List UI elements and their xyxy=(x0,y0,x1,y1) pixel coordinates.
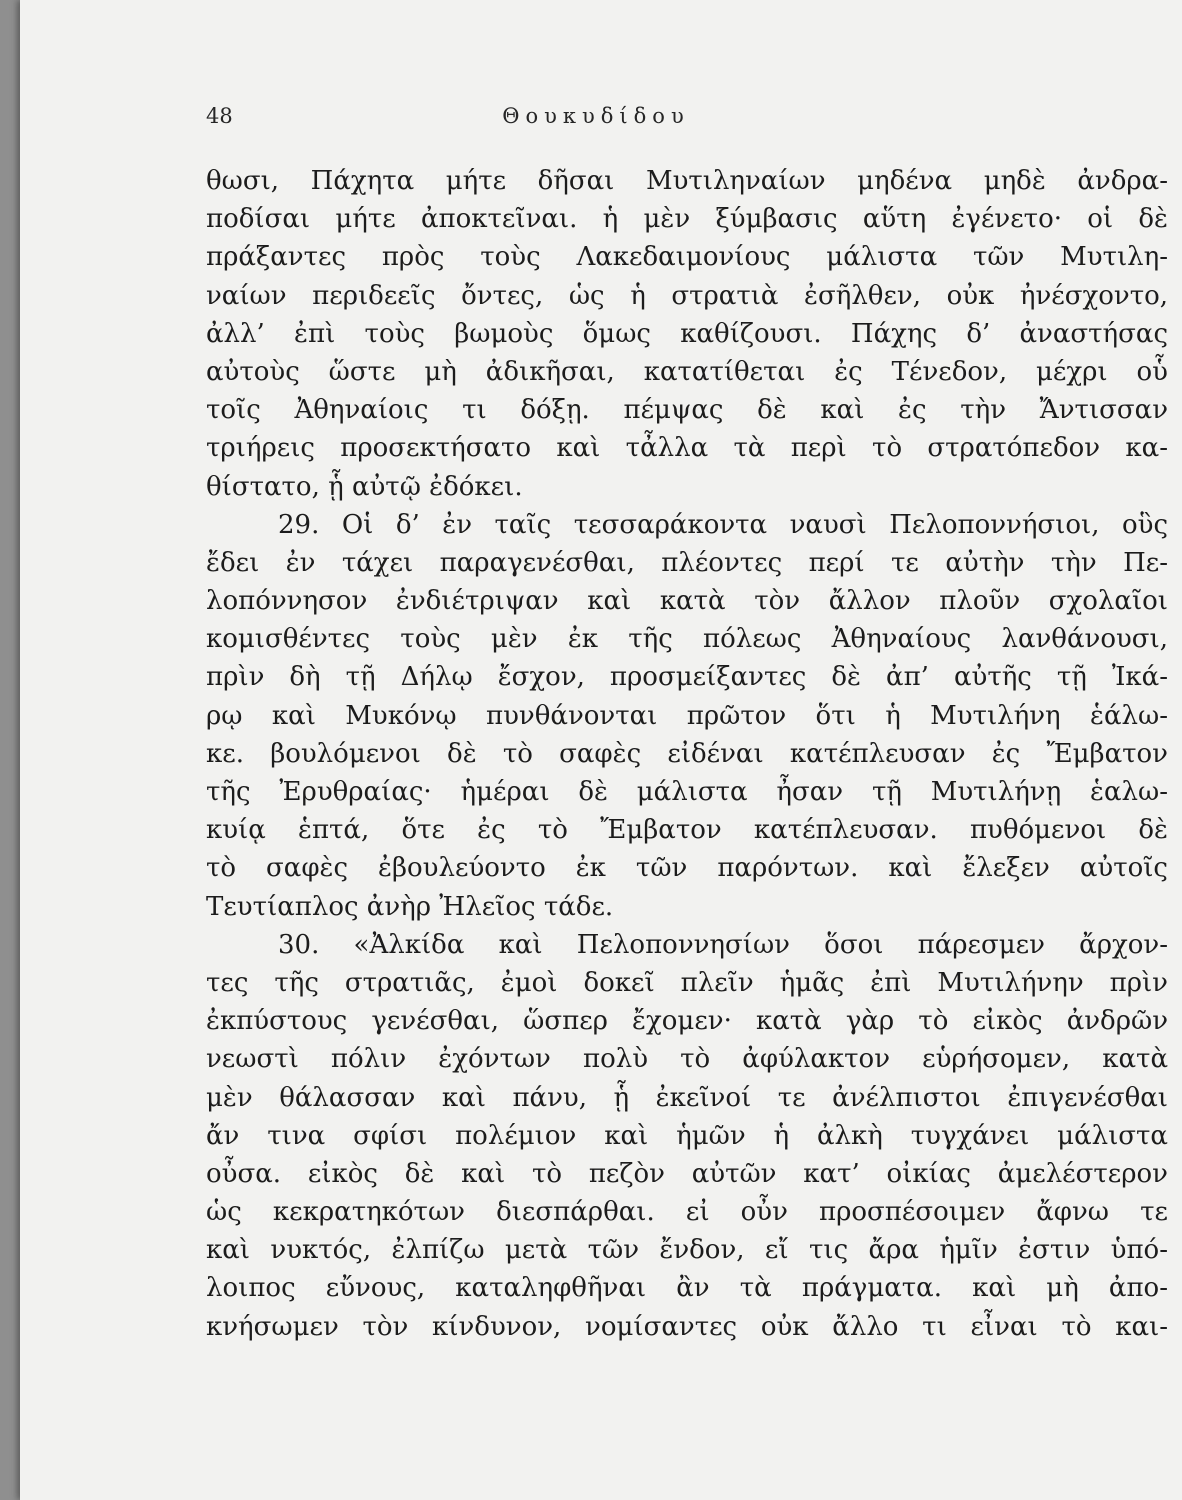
text-line: τὸ σαφὲς ἐβουλεύοντο ἐκ τῶν παρόντων. καὶ ἔλεξεν αὐτοῖς xyxy=(206,853,1168,884)
chapter-30-first-line: 30. «Ἀλκίδα καὶ Πελοποννησίων ὅσοι πάρεσμεν ἄρχον- xyxy=(278,929,1168,960)
text-line: αὐτοὺς ὥστε μὴ ἀδικῆσαι, κατατίθεται ἐς Τένεδον, μέχρι οὗ xyxy=(206,356,1168,387)
text-line: κνήσωμεν τὸν κίνδυνον, νομίσαντες οὐκ ἄλλο τι εἶναι τὸ και- xyxy=(206,1311,1168,1342)
text-line: τῆς Ἐρυθραίας· ἡμέραι δὲ μάλιστα ἦσαν τῇ Μυτιλήνῃ ἑαλω- xyxy=(206,777,1168,807)
text-line: κυίᾳ ἑπτά, ὅτε ἐς τὸ Ἔμβατον κατέπλευσαν. πυθόμενοι δὲ xyxy=(206,815,1168,846)
page-number: 48 xyxy=(206,104,233,128)
text-line: τες τῆς στρατιᾶς, ἐμοὶ δοκεῖ πλεῖν ἡμᾶς ἐπὶ Μυτιλήνην πρὶν xyxy=(206,967,1168,998)
text-line: τοῖς Ἀθηναίοις τι δόξῃ. πέμψας δὲ καὶ ἐς τὴν Ἄντισσαν xyxy=(206,395,1168,426)
text-line: ἄν τινα σφίσι πολέμιον καὶ ἡμῶν ἡ ἀλκὴ τυγχάνει μάλιστα xyxy=(206,1120,1168,1151)
text-line: λοιπος εὔνους, καταληφθῆναι ἂν τὰ πράγματα. καὶ μὴ ἀπο- xyxy=(206,1273,1168,1304)
text-line: μὲν θάλασσαν καὶ πάνυ, ᾗ ἐκεῖνοί τε ἀνέλπιστοι ἐπιγενέσθαι xyxy=(206,1082,1168,1113)
text-line: ναίων περιδεεῖς ὄντες, ὡς ἡ στρατιὰ ἐσῆλθεν, οὐκ ἠνέσχοντο, xyxy=(206,280,1168,311)
text-line: κομισθέντες τοὺς μὲν ἐκ τῆς πόλεως Ἀθηναίους λανθάνουσι, xyxy=(206,624,1168,655)
text-line: πράξαντες πρὸς τοὺς Λακεδαιμονίους μάλιστα τῶν Μυτιλη- xyxy=(206,242,1168,273)
running-title: Θουκυδίδου xyxy=(502,104,690,128)
text-line: Τευτίαπλος ἀνὴρ Ἠλεῖος τάδε. xyxy=(206,891,614,922)
text-line: ποδίσαι μήτε ἀποκτεῖναι. ἡ μὲν ξύμβασις αὕτη ἐγένετο· οἱ δὲ xyxy=(206,204,1168,235)
text-line: οὖσα. εἰκὸς δὲ καὶ τὸ πεζὸν αὐτῶν κατ’ οἰκίας ἀμελέστερον xyxy=(206,1158,1168,1189)
text-line: ὡς κεκρατηκότων διεσπάρθαι. εἰ οὖν προσπέσοιμεν ἄφνω τε xyxy=(206,1197,1168,1228)
body-text xyxy=(206,162,1168,1346)
text-line: λοπόννησον ἐνδιέτριψαν καὶ κατὰ τὸν ἄλλον πλοῦν σχολαῖοι xyxy=(206,586,1168,617)
text-line: νεωστὶ πόλιν ἐχόντων πολὺ τὸ ἀφύλακτον εὑρήσομεν, κατὰ xyxy=(206,1044,1168,1075)
text-line: θωσι, Πάχητα μήτε δῆσαι Μυτιληναίων μηδένα μηδὲ ἀνδρα- xyxy=(206,166,1168,196)
text-line: καὶ νυκτός, ἐλπίζω μετὰ τῶν ἔνδον, εἴ τις ἄρα ἡμῖν ἐστιν ὑπό- xyxy=(206,1235,1168,1266)
text-line: θίστατο, ᾗ αὐτῷ ἐδόκει. xyxy=(206,471,523,502)
text-line: κε. βουλόμενοι δὲ τὸ σαφὲς εἰδέναι κατέπλευσαν ἐς Ἔμβατον xyxy=(206,738,1168,769)
text-line: ἀλλ’ ἐπὶ τοὺς βωμοὺς ὅμως καθίζουσι. Πάχης δ’ ἀναστήσας xyxy=(206,318,1168,349)
chapter-29-first-line: 29. Οἱ δ’ ἐν ταῖς τεσσαράκοντα ναυσὶ Πελοποννήσιοι, οὓς xyxy=(278,509,1168,540)
book-page xyxy=(20,0,1182,1500)
text-line: ἐκπύστους γενέσθαι, ὥσπερ ἔχομεν· κατὰ γὰρ τὸ εἰκὸς ἀνδρῶν xyxy=(206,1006,1168,1037)
text-line: τριήρεις προσεκτήσατο καὶ τἆλλα τὰ περὶ τὸ στρατόπεδον κα- xyxy=(206,433,1168,464)
text-line: ἔδει ἐν τάχει παραγενέσθαι, πλέοντες περί τε αὐτὴν τὴν Πε- xyxy=(206,547,1168,578)
text-line: ρῳ καὶ Μυκόνῳ πυνθάνονται πρῶτον ὅτι ἡ Μυτιλήνη ἑάλω- xyxy=(206,700,1168,731)
text-line: πρὶν δὴ τῇ Δήλῳ ἔσχον, προσμείξαντες δὲ ἀπ’ αὐτῆς τῇ Ἰκά- xyxy=(206,662,1168,693)
page-header xyxy=(206,104,986,134)
